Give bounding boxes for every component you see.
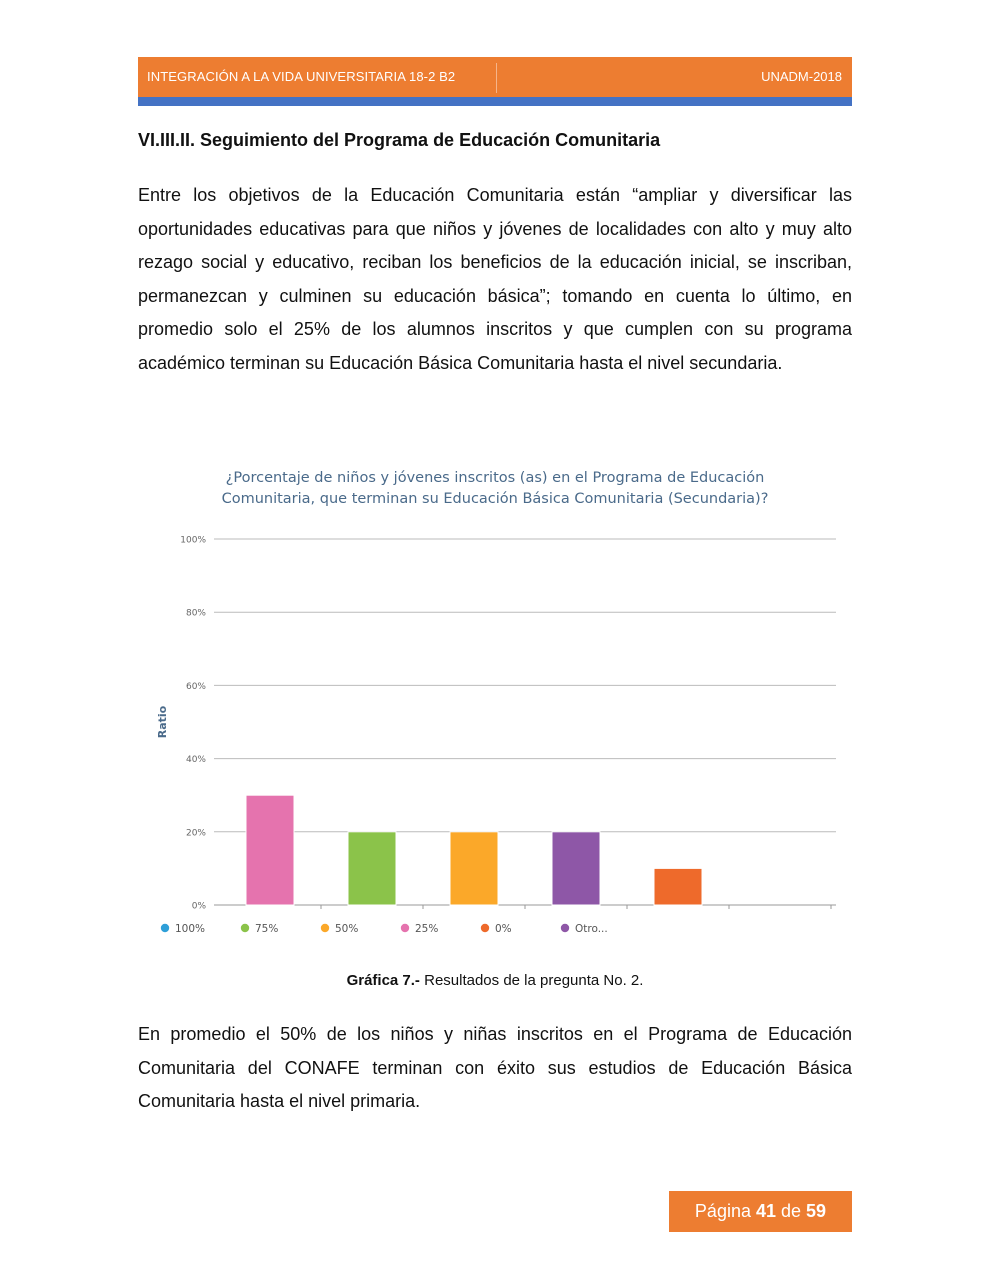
y-tick-label: 40% (185, 755, 206, 766)
bar-75- (348, 832, 396, 905)
legend-marker (561, 924, 569, 932)
section-title: VI.III.II. Seguimiento del Programa de Educación Comunitaria (138, 130, 661, 150)
page-prefix: Página (694, 1201, 756, 1221)
legend-marker (481, 924, 489, 932)
legend-label: 75% (255, 923, 279, 935)
legend-label: 0% (495, 923, 512, 935)
legend-marker (321, 924, 329, 932)
header-institution: UNADM-2018 (761, 69, 842, 84)
header-course-title: INTEGRACIÓN A LA VIDA UNIVERSITARIA 18-2 B2 (147, 69, 456, 84)
caption-label: Gráfica 7.- (346, 972, 420, 989)
bar-25- (246, 795, 294, 905)
y-tick-label: 60% (185, 681, 206, 692)
legend-label: 100% (175, 923, 206, 935)
figure-caption (0, 972, 990, 989)
chart-svg (150, 455, 850, 955)
legend-marker (161, 924, 169, 932)
legend-label: 25% (415, 923, 439, 935)
y-axis-label: Ratio (156, 705, 169, 739)
bar-0- (654, 868, 702, 905)
y-tick-label: 20% (185, 828, 206, 839)
bar-chart (150, 455, 850, 955)
y-tick-label: 80% (185, 608, 206, 619)
page-header (138, 57, 852, 97)
legend-label: 50% (335, 923, 359, 935)
paragraph-objectives: Entre los objetivos de la Educación Comunitaria están “ampliar y diversificar las oportunidades educativas para que niños y jóvenes de localidades con alto y muy alto rezago social y educativo, reciban los beneficios de la educación inicial, se inscriban, permanezcan y culminen su educación básica”; tomando en cuenta lo último, en promedio solo el 25% de los alumnos inscritos y que cumplen con su programa académico terminan su Educación Básica Comunitaria hasta el nivel secundaria. (138, 185, 852, 373)
page-number-box (669, 1191, 852, 1232)
y-tick-label: 100% (180, 535, 206, 546)
bar-otro (552, 832, 600, 905)
legend-label: Otro... (575, 923, 608, 935)
legend-marker (401, 924, 409, 932)
legend-marker (241, 924, 249, 932)
header-divider (496, 63, 497, 93)
header-underline (138, 97, 852, 106)
chart-title-line: ¿Porcentaje de niños y jóvenes inscritos (as) en el Programa de Educación (225, 470, 765, 486)
page-total: 59 (806, 1201, 827, 1221)
y-tick-label: 0% (191, 901, 206, 912)
page-middle: de (776, 1201, 807, 1221)
page-current: 41 (755, 1201, 777, 1221)
chart-title-line: Comunitaria, que terminan su Educación Básica Comunitaria (Secundaria)? (221, 491, 769, 507)
bar-50- (450, 832, 498, 905)
paragraph-results: En promedio el 50% de los niños y niñas inscritos en el Programa de Educación Comunitaria del CONAFE terminan con éxito sus estudios de Educación Básica Comunitaria hasta el nivel primaria. (138, 1024, 852, 1111)
caption-text: Resultados de la pregunta No. 2. (419, 972, 644, 989)
